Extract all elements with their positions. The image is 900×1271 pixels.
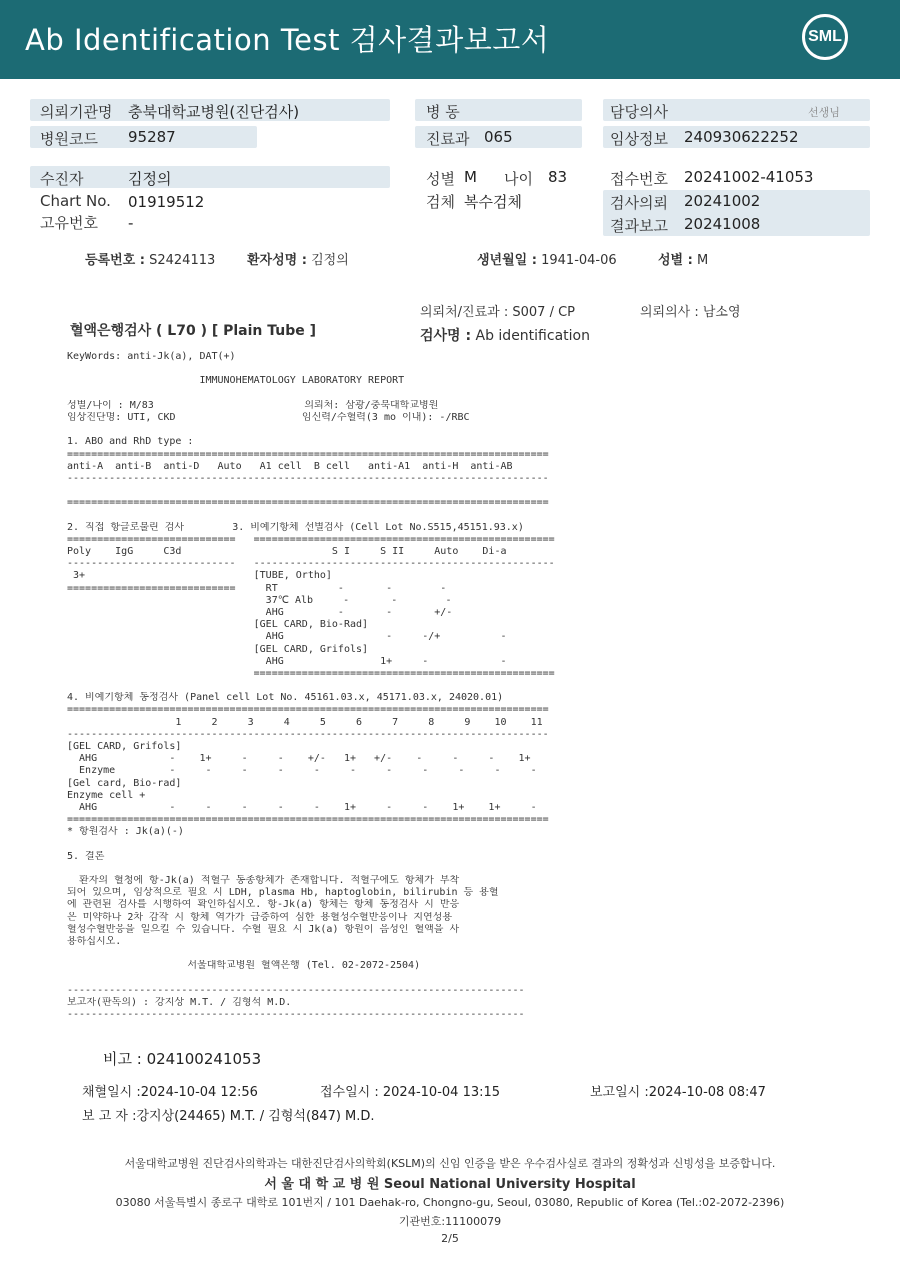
report-line: 1 2 3 4 5 6 7 8 9 10 11 bbox=[67, 716, 543, 728]
dept-value: 065 bbox=[484, 128, 513, 146]
scanned-report bbox=[67, 351, 587, 1021]
report-line: Poly IgG C3d S I S II Auto Di-a bbox=[67, 546, 507, 557]
dob-label: 생년월일 : bbox=[477, 253, 537, 268]
report-line: 용하십시오. bbox=[67, 936, 122, 947]
doctor-value: 선생님 bbox=[808, 106, 840, 119]
report-line: 보고자(판독의) : 강지상 M.T. / 김형석 M.D. bbox=[67, 996, 292, 1008]
report-line bbox=[67, 363, 587, 375]
collect-label: 채혈일시 : bbox=[82, 1085, 141, 1100]
chart-label: Chart No. bbox=[40, 192, 111, 210]
report-line: ================================================================================ bbox=[67, 448, 549, 460]
footer-address: 03080 서울특별시 종로구 대학로 101번지 / 101 Daehak-ro, Chongno-gu, Seoul, 03080, Republic of Korea (Tel.:02-2072-2396) bbox=[115, 1196, 785, 1209]
report-line: 에 관련된 검사를 시행하여 확인하십시오. 항-Jk(a) 항체는 항체 동정검사 시 반응 bbox=[67, 899, 460, 911]
req-date-value: 20241002 bbox=[684, 192, 761, 210]
report-line: AHG - -/+ - bbox=[67, 631, 507, 643]
report-line: 서울대학교병원 혈액은행 (Tel. 02-2072-2504) bbox=[67, 960, 421, 972]
specimen-label: 검체 bbox=[426, 193, 455, 211]
report-line: AHG - - +/- bbox=[67, 606, 453, 618]
report-label: 보고일시 : bbox=[590, 1085, 649, 1100]
test-title: 혈액은행검사 ( L70 ) [ Plain Tube ] bbox=[70, 323, 317, 339]
report-line: ============================ RT - - - bbox=[67, 582, 447, 594]
report-line: KeyWords: anti-Jk(a), DAT(+) bbox=[67, 351, 236, 362]
report-line: 3+ [TUBE, Ortho] bbox=[67, 570, 332, 582]
report-line: 37℃ Alb - - - bbox=[67, 594, 452, 606]
unique-value: - bbox=[128, 214, 134, 232]
report-line: 혈성수혈반응을 일으킬 수 있습니다. 수혈 필요 시 Jk(a) 항원이 음성인 혈액을 사 bbox=[67, 923, 460, 935]
receive-label: 접수일시 : bbox=[320, 1085, 379, 1100]
age-label: 나이 bbox=[504, 170, 533, 188]
report-line: * 항원검사 : Jk(a)(-) bbox=[67, 826, 184, 838]
chart-value: 01919512 bbox=[128, 193, 205, 211]
report-date-value: 20241008 bbox=[684, 215, 761, 233]
report-line: AHG - 1+ - - +/- 1+ +/- - - - 1+ bbox=[67, 753, 531, 765]
report-line: ============================ ================================================== bbox=[67, 533, 555, 545]
patient-bar bbox=[30, 166, 390, 188]
report-header bbox=[0, 0, 900, 79]
reg-no-label: 등록번호 : bbox=[85, 253, 145, 268]
req-doctor: 의뢰의사 : 남소영 bbox=[640, 305, 741, 320]
footer-accreditation: 서울대학교병원 진단검사의학과는 대한진단검사의학회(KSLM)의 신임 인증을 받은 우수검사실로 결과의 정확성과 신빙성을 보증합니다. bbox=[124, 1157, 776, 1170]
reporter-label: 보 고 자 : bbox=[82, 1109, 137, 1124]
report-line: -------------------------------------------------------------------------------- bbox=[67, 472, 549, 484]
hosp-code-label: 병원코드 bbox=[40, 130, 98, 148]
report-line: 되어 있으며, 임상적으로 필요 시 LDH, plasma Hb, haptoglobin, bilirubin 등 용혈 bbox=[67, 887, 499, 899]
sex-value: M bbox=[464, 168, 477, 186]
report-line bbox=[67, 485, 587, 497]
report-line: 은 미약하나 2차 감작 시 항체 역가가 급증하여 심한 용혈성수혈반응이나 지연성용 bbox=[67, 911, 453, 923]
receipt-label: 접수번호 bbox=[610, 170, 668, 188]
report-line: anti-A anti-B anti-D Auto A1 cell B cell anti-A1 anti-H anti-AB bbox=[67, 460, 513, 472]
page-number: 2/5 bbox=[441, 1232, 459, 1245]
report-line: [GEL CARD, Grifols] bbox=[67, 643, 369, 655]
receipt-value: 20241002-41053 bbox=[684, 168, 814, 186]
report-line: 환자의 혈청에 항-Jk(a) 적혈구 동종항체가 존재합니다. 적혈구에도 항체가 부착 bbox=[67, 875, 460, 887]
report-line: ---------------------------- -------------------------------------------------- bbox=[67, 558, 555, 570]
report-line: IMMUNOHEMATOLOGY LABORATORY REPORT bbox=[67, 375, 405, 387]
req-date-label: 검사의뢰 bbox=[610, 194, 668, 212]
report-line bbox=[67, 680, 587, 692]
report-line: 4. 비예기항체 동정검사 (Panel cell Lot No. 45161.03.x, 45171.03.x, 24020.01) bbox=[67, 692, 504, 704]
pname-label: 환자성명 : bbox=[247, 253, 307, 268]
test-name-label: 검사명 : bbox=[420, 328, 472, 344]
report-line: ================================================================================ bbox=[67, 704, 549, 716]
sml-logo bbox=[802, 14, 848, 60]
report-line: -------------------------------------------------------------------------------- bbox=[67, 728, 549, 740]
specimen-value: 복수검체 bbox=[464, 193, 522, 211]
test-name-value: Ab identification bbox=[475, 328, 590, 344]
req-dept: 의뢰처/진료과 : S007 / CP bbox=[420, 305, 575, 320]
report-line: Enzyme cell + bbox=[67, 789, 146, 801]
report-line bbox=[67, 424, 587, 436]
sex-label: 성별 bbox=[426, 170, 455, 188]
report-line bbox=[67, 863, 587, 875]
report-date-label: 결과보고 bbox=[610, 217, 668, 235]
dept-label: 진료과 bbox=[426, 130, 470, 148]
patient-label: 수진자 bbox=[40, 170, 84, 188]
clinical-label: 임상정보 bbox=[610, 130, 668, 148]
report-line: 성별/나이 : M/83 의뢰처: 삼광/충북대학교병원 bbox=[67, 399, 439, 411]
clinical-value: 240930622252 bbox=[684, 128, 799, 146]
reporter-value: 강지상(24465) M.T. / 김형석(847) M.D. bbox=[136, 1109, 375, 1124]
report-line: 5. 결론 bbox=[67, 850, 105, 862]
report-title: Ab Identification Test 검사결과보고서 bbox=[25, 23, 550, 57]
report-line: ---------------------------------------------------------------------------- bbox=[67, 984, 525, 996]
reg-sex-value: M bbox=[696, 253, 709, 268]
report-line: [Gel card, Bio-rad] bbox=[67, 777, 182, 789]
report-line bbox=[67, 948, 587, 960]
unique-label: 고유번호 bbox=[40, 214, 98, 232]
report-line: Enzyme - - - - - - - - - - - bbox=[67, 765, 537, 777]
report-value: 2024-10-08 08:47 bbox=[648, 1085, 766, 1100]
logo-text: SML bbox=[808, 28, 842, 45]
doctor-label: 담당의사 bbox=[610, 103, 668, 121]
report-line: 1. ABO and RhD type : bbox=[67, 436, 194, 448]
report-line bbox=[67, 388, 587, 400]
ward-label: 병 동 bbox=[426, 103, 460, 121]
reg-sex-label: 성별 : bbox=[658, 253, 693, 268]
req-org-label: 의뢰기관명 bbox=[40, 103, 113, 121]
hosp-code-value: 95287 bbox=[128, 128, 176, 146]
report-line: ================================================================================ bbox=[67, 497, 549, 509]
remark-value: 024100241053 bbox=[146, 1050, 262, 1068]
age-value: 83 bbox=[548, 168, 568, 186]
report-line: [GEL CARD, Grifols] bbox=[67, 741, 182, 752]
patient-value: 김정의 bbox=[128, 170, 172, 188]
report-line bbox=[67, 509, 587, 521]
pname-value: 김정의 bbox=[311, 253, 349, 268]
receive-value: 2024-10-04 13:15 bbox=[382, 1085, 501, 1100]
report-line: [GEL CARD, Bio-Rad] bbox=[67, 619, 369, 631]
report-line: AHG 1+ - - bbox=[67, 655, 507, 667]
report-line: ================================================================================ bbox=[67, 814, 549, 826]
dob-value: 1941-04-06 bbox=[541, 253, 617, 268]
report-line: AHG - - - - - 1+ - - 1+ 1+ - bbox=[67, 801, 537, 813]
report-line: 2. 직접 항글로불린 검사 3. 비예기항체 선별검사 (Cell Lot No.S515,45151.93.x) bbox=[67, 521, 524, 533]
req-org-value: 충북대학교병원(진단검사) bbox=[128, 103, 300, 121]
footer-hospital: 서 울 대 학 교 병 원 Seoul National University Hospital bbox=[264, 1177, 636, 1192]
remark-label: 비고 : bbox=[103, 1050, 142, 1068]
collect-value: 2024-10-04 12:56 bbox=[140, 1085, 258, 1100]
report-line bbox=[67, 973, 587, 985]
report-line bbox=[67, 839, 587, 851]
report-line: ---------------------------------------------------------------------------- bbox=[67, 1009, 525, 1021]
reg-no-value: S2424113 bbox=[149, 253, 216, 268]
report-line: 임상진단명: UTI, CKD 임신력/수혈력(3 mo 이내): -/RBC bbox=[67, 411, 470, 423]
footer-institution-no: 기관번호:11100079 bbox=[398, 1215, 502, 1228]
report-line: ================================================== bbox=[67, 667, 555, 679]
